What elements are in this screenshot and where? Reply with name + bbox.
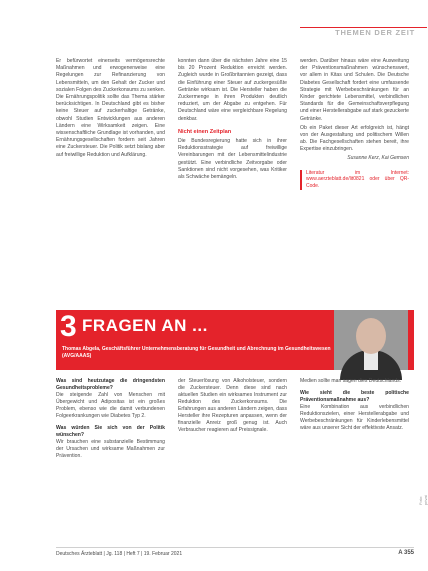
- article-column-2: [178, 58, 287, 181]
- article-columns: [56, 58, 414, 334]
- interview-qa: [56, 378, 414, 538]
- article-column-3: [300, 58, 409, 190]
- article-column-1: [56, 58, 165, 159]
- qa-column-2: [178, 378, 287, 434]
- interview-subtitle: Thomas Abgela, Geschäftsführer Unternehmensberatung für Gesundheit und Abrechnung im Gesundheitswesen (AVG/AAAS): [62, 346, 331, 359]
- page-number: A 355: [398, 550, 414, 556]
- person-photo-icon: [334, 310, 408, 370]
- article-col1-text: Er befürwortet einerseits vermögensrechte Maßnahmen und erwogenerweise eine Regelungen zur Refinanzierung von Lebensmitteln, um den Gehalt der Zucker und sozialen Folgen des Zuckerkonsums zu senken. Die Ernährungspolitik sollte das Thema stärker berücksichtigen. In Deutschland gibt es bisher keine Steuer auf zuckerhaltige Getränke, obwohl Studien Entwicklungen aus anderen Ländern eine Wirksamkeit zeigen. Eine wissenschaftliche Grundlage ist vorhanden, und Ernährungsgesellschaften fordern seit Jahren eine Zuckersteuer. Die Politik setzt bislang aber auf freiwillige Reduktion und Aufklärung.: [56, 58, 165, 158]
- portrait-head: [356, 318, 386, 354]
- answer-2-continued: der Steuerlösung von Alkoholsteuer, sondern die Zuckersteuer. Denn diese sind nach aktuellen Studien ein wirksames Instrument zur Reduktion des Zuckerkonsums. Die Erfahrungen aus anderen Ländern zeigen, dass Hersteller ihre Rezepturen anpassen, wenn der finanzielle Anreiz groß genug ist. Auch Verbraucher reagieren auf Preissignale.: [178, 378, 287, 433]
- article-subheading: Nicht einen Zeitplan: [178, 128, 232, 135]
- infobox-link[interactable]: Literatur im Internet: www.aerzteblatt.de/lit0821 oder über QR-Code.: [306, 169, 409, 190]
- infobox-bar: [300, 170, 302, 190]
- question-3: Wie sieht die beste politische Präventionsmaßnahme aus?: [300, 390, 409, 403]
- literature-infobox: [300, 170, 409, 190]
- article-author: Susanne Kerz, Kai Gemsen: [347, 154, 409, 161]
- question-2: Was würden Sie sich von der Politik wünschen?: [56, 425, 165, 438]
- article-col3-text-b: Ob ein Paket dieser Art erfolgreich ist, hängt von der Ausgestaltung und politischem Willen ab. Die Fachgesellschaften stehen bereit, ihre Expertise einzubringen.: [300, 124, 409, 153]
- page-header: [0, 0, 427, 24]
- photo-credit: Foto: privat: [418, 495, 428, 505]
- answer-1: Die steigende Zahl von Menschen mit Übergewicht und Adipositas ist ein großes Problem, ebenso wie die damit verbundenen Folgeerkrankungen wie Diabetes Typ 2.: [56, 392, 165, 419]
- answer-2: Wir brauchen eine substanzielle Bestimmung der Ursachen und wirksame Maßnahmen zur Prävention.: [56, 439, 165, 459]
- interview-number: 3: [60, 310, 77, 343]
- question-1: Was sind heutzutage die dringendsten Gesundheitsprobleme?: [56, 378, 165, 391]
- article-col2-text-b: Die Bundesregierung hatte sich in ihrer Reduktionsstrategie auf freiwillige Vereinbarungen mit der Lebensmittelindustrie gestützt. Eine verbindliche Zeitvorgabe oder Sanktionen sind nicht vorgesehen, was Kritiker als Schwäche bemängeln.: [178, 138, 287, 181]
- article-col2-text: konnten dann über die nächsten Jahre eine 15 bis 20 Prozent Reduktion erreicht werden. Zugleich wurde in Großbritannien gezeigt, dass die Einführung einer Steuer auf zuckergesüßte Getränke wirksam ist. Die Hersteller haben die Zuckermenge in ihren Produkten deutlich reduziert, um der Abgabe zu entgehen. Für Deutschland wäre eine vergleichbare Regelung denkbar.: [178, 58, 287, 122]
- qa-column-3: [300, 378, 409, 432]
- interview-title: FRAGEN AN ...: [82, 316, 208, 335]
- page-footer: [56, 551, 414, 561]
- qa-column-1: [56, 378, 165, 460]
- answer-3: Eine Kombination aus verbindlichen Reduktionszielen, einer Herstellerabgabe und Werbebeschränkungen für Kinderlebensmittel wäre aus unserer Sicht der effektivste Ansatz.: [300, 404, 409, 431]
- journal-citation: Deutsches Ärzteblatt | Jg. 118 | Heft 7 | 19. Februar 2021: [56, 551, 183, 557]
- interview-banner: [56, 310, 414, 370]
- article-col3-text: werden. Darüber hinaus wäre eine Ausweitung der Präventionsmaßnahmen wünschenswert, vor allem in Kitas und Schulen. Die Deutsche Diabetes Gesellschaft fordert eine umfassende Strategie mit Werbebeschränkungen für an Kinder gerichtete Lebensmittel, verbindlichen Standards für die Gemeinschaftsverpflegung und einer Herstellerabgabe auf stark gezuckerte Getränke.: [300, 58, 409, 122]
- section-label: THEMEN DER ZEIT: [335, 28, 415, 37]
- answer-2-end: Medien sollte man sagen dies Deutschlands.: [300, 378, 402, 384]
- footer-rule: [56, 547, 414, 548]
